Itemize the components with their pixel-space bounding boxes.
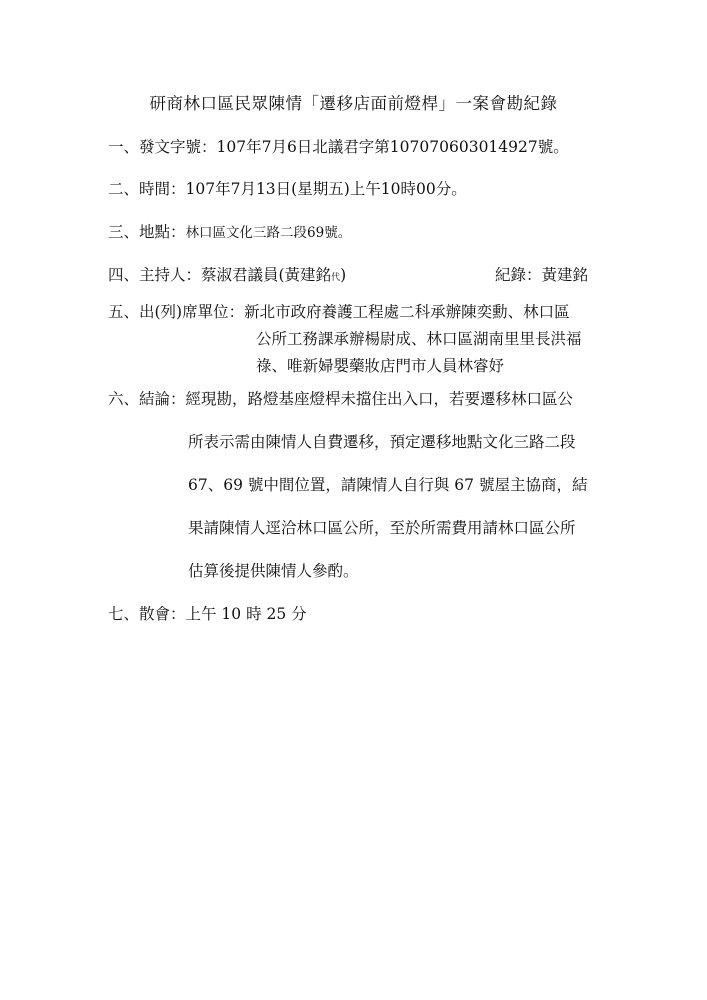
item-location [108,221,351,244]
item-host-close: ) [340,266,347,284]
item-host-proxy-mark: 代 [331,273,341,283]
item-conclusion-line5: 估算後提供陳情人參酌。 [188,562,359,580]
item-recorder: 紀錄：黃建銘 [495,266,589,284]
item-host-text: 四、主持人：蔡淑君議員(黃建銘 [108,266,332,284]
item-host [108,264,346,289]
item-location-value: 林口區文化三路二段69號。 [185,225,352,241]
item-adjourn: 七、散會：上午 10 時 25 分 [108,605,307,623]
item-conclusion-line3: 67、69 號中間位置，請陳情人自行與 67 號屋主協商，結 [188,476,588,494]
item-conclusion-line1: 六、結論：經現勘，路燈基座燈桿未擋住出入口，若要遷移林口區公 [108,390,574,408]
item-attendees-line3: 祿、唯新婦嬰藥妝店門市人員林睿妤 [256,357,505,375]
item-attendees-line1: 五、出(列)席單位：新北市政府養護工程處二科承辦陳奕勳、林口區 [108,303,570,321]
item-conclusion-line2: 所表示需由陳情人自費遷移，預定遷移地點文化三路二段 [188,433,576,451]
item-conclusion-line4: 果請陳情人逕洽林口區公所，至於所需費用請林口區公所 [188,519,576,537]
item-attendees-line2: 公所工務課承辦楊尉成、林口區湖南里里長洪福 [256,330,582,348]
item-location-label: 三、地點： [108,223,186,241]
document-title: 研商林口區民眾陳情「遷移店面前燈桿」一案會勘紀錄 [149,94,558,113]
item-document-number: 一、發文字號：107年7月6日北議君字第107070603014927號。 [108,138,569,156]
item-time: 二、時間：107年7月13日(星期五)上午10時00分。 [108,180,467,198]
